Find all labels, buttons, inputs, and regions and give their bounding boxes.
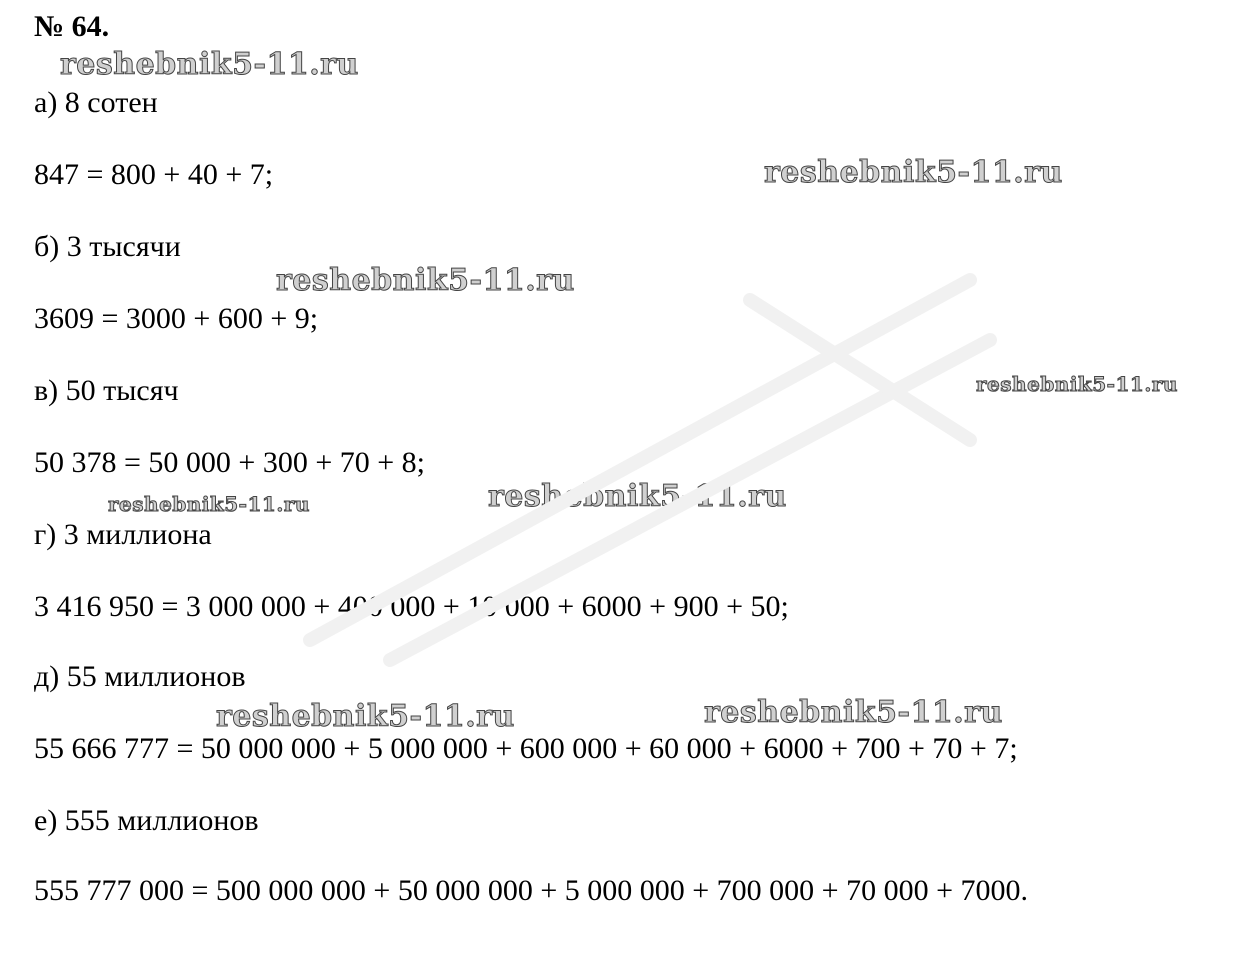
- watermark-4: reshebnik5-11.ru: [976, 372, 1178, 396]
- watermark-6: reshebnik5-11.ru: [488, 479, 787, 514]
- item-e-label: д) 55 миллионов: [34, 660, 246, 693]
- watermark-8: reshebnik5-11.ru: [704, 695, 1003, 730]
- item-f-equation: 555 777 000 = 500 000 000 + 50 000 000 + 5 000 000 + 700 000 + 70 000 + 7000.: [34, 874, 1029, 907]
- item-d-label: г) 3 миллиона: [34, 518, 212, 551]
- item-c-equation: 50 378 = 50 000 + 300 + 70 + 8;: [34, 446, 426, 479]
- item-e-equation: 55 666 777 = 50 000 000 + 5 000 000 + 600 000 + 60 000 + 6000 + 700 + 70 + 7;: [34, 732, 1018, 765]
- item-c-label: в) 50 тысяч: [34, 374, 179, 407]
- item-a-equation: 847 = 800 + 40 + 7;: [34, 158, 274, 191]
- item-b-label: б) 3 тысячи: [34, 230, 181, 263]
- watermark-2: reshebnik5-11.ru: [764, 155, 1063, 190]
- watermark-5: reshebnik5-11.ru: [108, 492, 310, 516]
- item-f-label: е) 555 миллионов: [34, 804, 259, 837]
- watermark-3: reshebnik5-11.ru: [276, 263, 575, 298]
- watermark-7: reshebnik5-11.ru: [216, 699, 515, 734]
- problem-number: № 64.: [34, 10, 110, 43]
- item-a-label: а) 8 сотен: [34, 86, 158, 119]
- item-b-equation: 3609 = 3000 + 600 + 9;: [34, 302, 319, 335]
- watermark-1: reshebnik5-11.ru: [60, 47, 359, 82]
- item-d-equation: 3 416 950 = 3 000 000 + 400 000 + 10 000 + 6000 + 900 + 50;: [34, 590, 789, 623]
